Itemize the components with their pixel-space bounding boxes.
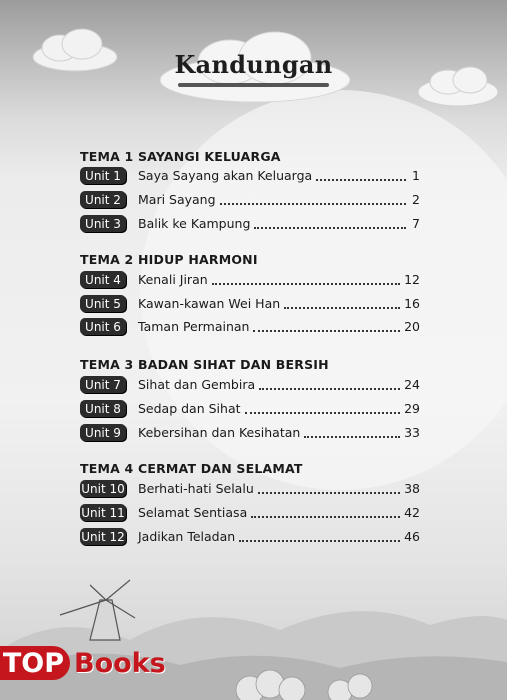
page-number: 12	[404, 272, 420, 287]
unit-title: Saya Sayang akan Keluarga	[138, 168, 313, 183]
dot-leader	[254, 226, 406, 229]
unit-badge: Unit 3	[80, 215, 126, 232]
unit-title: Jadikan Teladan	[138, 529, 236, 544]
toc-row[interactable]	[80, 480, 420, 497]
unit-title: Berhati-hati Selalu	[138, 481, 254, 496]
toc-row[interactable]	[80, 424, 420, 441]
unit-title: Taman Permainan	[138, 319, 250, 334]
toc-row[interactable]	[80, 400, 420, 417]
theme-heading-1: TEMA 1 SAYANGI KELUARGA	[80, 149, 281, 164]
unit-badge: Unit 12	[81, 529, 125, 544]
dot-leader	[304, 435, 400, 438]
page-number: 20	[404, 319, 420, 334]
topbooks-logo	[0, 646, 180, 680]
toc-row[interactable]	[80, 295, 420, 312]
unit-badge: Unit 7	[80, 376, 126, 393]
unit-title: Sedap dan Sihat	[138, 401, 241, 416]
page-number: 16	[404, 296, 420, 311]
dot-leader	[251, 515, 400, 518]
unit-title: Selamat Sentiasa	[138, 505, 248, 520]
unit-badge: Unit 10	[81, 481, 125, 496]
theme-heading-2: TEMA 2 HIDUP HARMONI	[80, 252, 258, 267]
page-number: 42	[404, 505, 420, 520]
toc-row[interactable]	[80, 167, 420, 184]
unit-title: Sihat dan Gembira	[138, 377, 256, 392]
dot-leader	[258, 491, 400, 494]
toc-row[interactable]	[80, 376, 420, 393]
unit-title: Balik ke Kampung	[138, 216, 251, 231]
toc-row[interactable]	[80, 215, 420, 232]
page-number: 46	[404, 529, 420, 544]
unit-badge: Unit 1	[80, 167, 126, 184]
dot-leader	[212, 282, 400, 285]
unit-title: Kenali Jiran	[138, 272, 208, 287]
unit-badge: Unit 6	[80, 318, 126, 335]
dot-leader	[316, 178, 406, 181]
page-number: 33	[404, 425, 420, 440]
page-number: 24	[404, 377, 420, 392]
dot-leader	[245, 411, 401, 414]
toc-row[interactable]	[80, 318, 420, 335]
page-number: 2	[412, 192, 420, 207]
dot-leader	[284, 306, 400, 309]
title-underline	[178, 83, 329, 87]
unit-title: Kawan-kawan Wei Han	[138, 296, 281, 311]
page-title: Kandungan	[174, 50, 333, 79]
logo-books-text: Books	[74, 647, 166, 679]
toc-row[interactable]	[80, 271, 420, 288]
unit-badge: Unit 8	[80, 400, 126, 417]
page-number: 7	[412, 216, 420, 231]
unit-badge: Unit 11	[81, 505, 125, 520]
toc-row[interactable]	[80, 504, 420, 521]
unit-badge: Unit 9	[80, 424, 126, 441]
theme-heading-3: TEMA 3 BADAN SIHAT DAN BERSIH	[80, 357, 329, 372]
unit-title: Kebersihan dan Kesihatan	[138, 425, 301, 440]
unit-badge: Unit 4	[80, 271, 126, 288]
dot-leader	[239, 539, 400, 542]
page-number: 1	[412, 168, 420, 183]
unit-badge: Unit 2	[80, 191, 126, 208]
unit-title: Mari Sayang	[138, 192, 216, 207]
logo-top-text: TOP	[0, 646, 70, 680]
theme-heading-4: TEMA 4 CERMAT DAN SELAMAT	[80, 461, 303, 476]
unit-badge: Unit 5	[80, 295, 126, 312]
dot-leader	[220, 202, 406, 205]
page-number: 29	[404, 401, 420, 416]
dot-leader	[259, 387, 400, 390]
dot-leader	[253, 329, 400, 332]
page-number: 38	[404, 481, 420, 496]
toc-row[interactable]	[80, 191, 420, 208]
toc-row[interactable]	[80, 528, 420, 545]
